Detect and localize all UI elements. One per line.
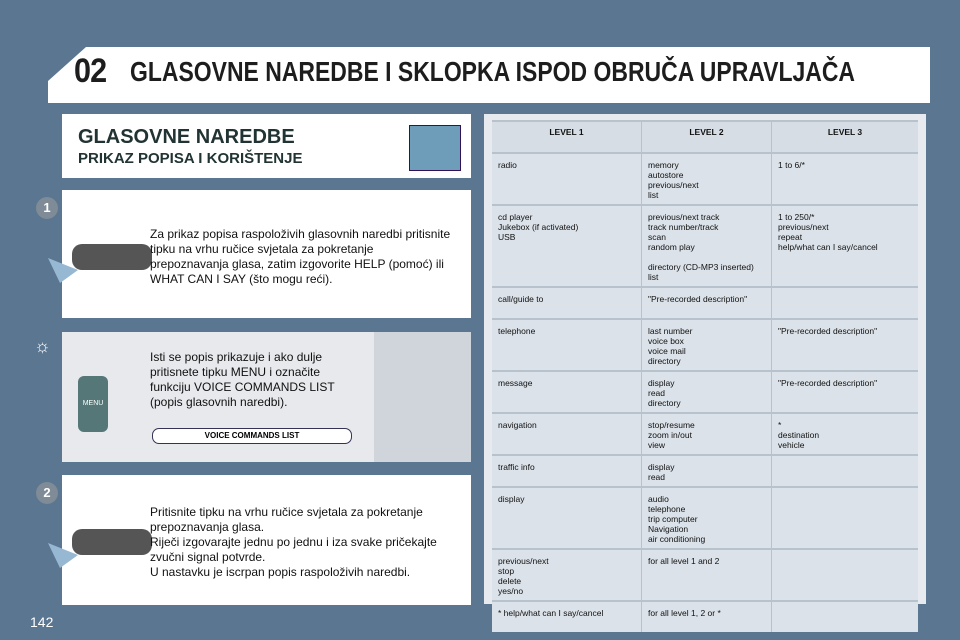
table-cell: [772, 488, 918, 548]
step-2-badge: 2: [36, 482, 58, 504]
chapter-number: 02: [74, 52, 107, 90]
table-cell: previous/next track track number/track scan random play directory (CD-MP3 inserted) list: [642, 206, 772, 286]
table-cell: [772, 456, 918, 486]
table-cell: stop/resume zoom in/out view: [642, 414, 772, 454]
section-subheading: PRIKAZ POPISA I KORIŠTENJE: [78, 150, 303, 167]
table-cell: [772, 550, 918, 600]
table-cell: radio: [492, 154, 642, 204]
table-row: [492, 600, 918, 632]
tip-panel: [34, 332, 471, 462]
page-number: 142: [30, 614, 54, 630]
table-row: [492, 548, 918, 600]
header-level-3: LEVEL 3: [772, 122, 918, 152]
table-row: [492, 152, 918, 204]
table-cell: "Pre-recorded description": [642, 288, 772, 318]
step-1-text: Za prikaz popisa raspoloživih glasovnih naredbi pritisnite tipku na vrhu ručice svjetala za pokretanje prepoznavanja glasa, zatim izgovorite HELP (pomoć) ili WHAT CAN I SAY (što mogu reći).: [150, 227, 451, 286]
table-row: [492, 412, 918, 454]
step-1-panel: [62, 190, 471, 318]
voice-commands-list-button[interactable]: VOICE COMMANDS LIST: [152, 428, 352, 444]
table-cell: previous/next stop delete yes/no: [492, 550, 642, 600]
table-row: [492, 286, 918, 318]
table-cell: last number voice box voice mail directory: [642, 320, 772, 370]
table-row: [492, 486, 918, 548]
table-cell: * help/what can I say/cancel: [492, 602, 642, 632]
table-row: [492, 318, 918, 370]
header-level-1: LEVEL 1: [492, 122, 642, 152]
table-cell: 1 to 6/*: [778, 160, 805, 170]
table-row: [492, 204, 918, 286]
table-cell: memory autostore previous/next list: [642, 154, 772, 204]
table-cell: display read directory: [642, 372, 772, 412]
table-cell: for all level 1 and 2: [642, 550, 772, 600]
table-cell: "Pre-recorded description": [778, 326, 878, 336]
stalk-illustration-2: [48, 513, 158, 583]
table-cell: message: [492, 372, 642, 412]
page-title: GLASOVNE NAREDBE I SKLOPKA ISPOD OBRUČA UPRAVLJAČA: [130, 56, 856, 87]
table-cell: "Pre-recorded description": [778, 378, 878, 388]
menu-button[interactable]: MENU: [78, 376, 108, 432]
tip-text: Isti se popis prikazuje i ako dulje pritisnete tipku MENU i označite funkciju VOICE COMMANDS LIST (popis glasovnih naredbi).: [150, 350, 335, 409]
table-cell: navigation: [492, 414, 642, 454]
table-cell: display: [492, 488, 642, 548]
step-1-badge: 1: [36, 197, 58, 219]
table-row: [492, 454, 918, 486]
intro-panel: [62, 114, 471, 178]
commands-table: [492, 120, 918, 632]
radio-unit-image: [374, 332, 471, 462]
table-cell: telephone: [492, 320, 642, 370]
table-cell: traffic info: [492, 456, 642, 486]
tip-icon: ☼: [34, 336, 51, 356]
table-cell: 1 to 250/* previous/next repeat help/what can I say/cancel: [778, 212, 878, 252]
step-2-panel: [62, 475, 471, 605]
table-cell: [772, 602, 918, 632]
table-cell: [772, 288, 918, 318]
voice-icon: [409, 125, 461, 171]
table-cell: * destination vehicle: [778, 420, 820, 450]
table-cell: for all level 1, 2 or *: [642, 602, 772, 632]
table-row: [492, 370, 918, 412]
header-level-2: LEVEL 2: [642, 122, 772, 152]
table-cell: cd player Jukebox (if activated) USB: [492, 206, 642, 286]
section-heading: GLASOVNE NAREDBE: [78, 126, 295, 148]
step-2-text: Pritisnite tipku na vrhu ručice svjetala za pokretanje prepoznavanja glasa. Riječi izgovarajte jednu po jednu i iza svake pričekajte zvučni signal potvrde. U nastavku je iscrpan popis raspoloživih naredbi.: [150, 505, 437, 579]
table-cell: audio telephone trip computer Navigation air conditioning: [642, 488, 772, 548]
stalk-illustration: [48, 228, 158, 298]
table-cell: display read: [642, 456, 772, 486]
table-header: [492, 120, 918, 152]
table-cell: call/guide to: [492, 288, 642, 318]
